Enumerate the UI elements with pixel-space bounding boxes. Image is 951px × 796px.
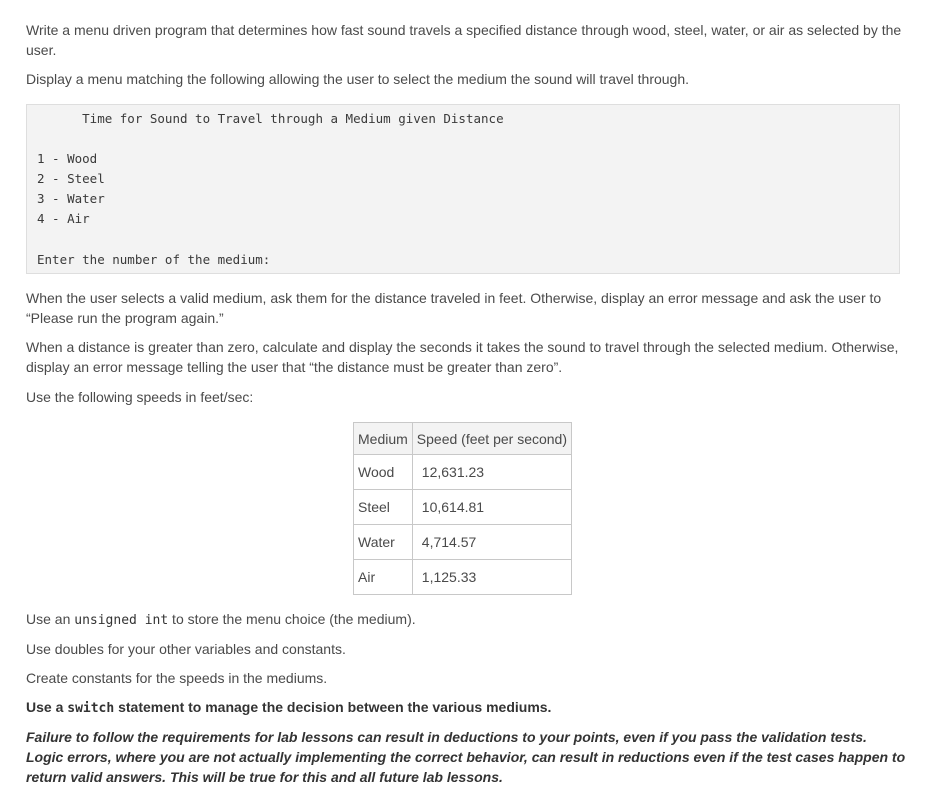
header-speed: Speed (feet per second)	[412, 423, 571, 455]
table-row	[354, 490, 572, 525]
display-instruction: Display a menu matching the following allowing the user to select the medium the sound will travel through.	[26, 71, 690, 87]
menu-prompt-line: Enter the number of the medium:	[37, 252, 271, 267]
medium-cell: Water	[354, 525, 413, 560]
table-header-row	[354, 423, 572, 455]
valid-medium-paragraph: When the user selects a valid medium, ask them for the distance traveled in feet. Otherwise, display an error message and ask the user to “Please run the program again.”	[26, 290, 882, 326]
switch-code: switch	[67, 701, 115, 716]
speed-cell: 4,714.57	[412, 525, 571, 560]
use-speeds-paragraph: Use the following speeds in feet/sec:	[26, 389, 254, 405]
table-row	[354, 525, 572, 560]
speed-cell: 1,125.33	[412, 560, 571, 595]
speed-table	[353, 422, 572, 595]
unsigned-paragraph	[26, 609, 906, 631]
speed-cell: 12,631.23	[412, 455, 571, 490]
doubles-paragraph: Use doubles for your other variables and constants.	[26, 641, 346, 657]
failure-warning: Failure to follow the requirements for lab lessons can result in deductions to your points, even if you pass the validation tests. Logic errors, where you are not actually implementing the correct behavior, can result in reductions even if the test cases happen to return valid answers. This will be true for this and all future lab lessons.	[26, 729, 906, 785]
table-row	[354, 455, 572, 490]
menu-option-wood: 1 - Wood	[37, 151, 98, 166]
menu-title-line: Time for Sound to Travel through a Medium given Distance	[37, 111, 504, 126]
unsigned-prefix: Use an	[26, 611, 75, 627]
intro-paragraph: Write a menu driven program that determines how fast sound travels a specified distance through wood, steel, water, or air as selected by the user.	[26, 22, 902, 58]
table-row	[354, 560, 572, 595]
menu-option-air: 4 - Air	[37, 211, 90, 226]
menu-option-steel: 2 - Steel	[37, 171, 105, 186]
switch-suffix: statement to manage the decision between the various mediums.	[114, 699, 552, 715]
unsigned-suffix: to store the menu choice (the medium).	[168, 611, 416, 627]
medium-cell: Air	[354, 560, 413, 595]
menu-option-water: 3 - Water	[37, 191, 105, 206]
unsigned-code: unsigned int	[74, 613, 169, 628]
menu-code-block	[26, 104, 900, 274]
header-medium: Medium	[354, 423, 413, 455]
distance-paragraph: When a distance is greater than zero, calculate and display the seconds it takes the sound to travel through the selected medium. Otherwise, display an error message telling the user that “the distance must be greater than zero”.	[26, 339, 899, 375]
switch-paragraph	[26, 697, 906, 719]
medium-cell: Steel	[354, 490, 413, 525]
switch-prefix: Use a	[26, 699, 68, 715]
constants-paragraph: Create constants for the speeds in the mediums.	[26, 670, 328, 686]
speed-cell: 10,614.81	[412, 490, 571, 525]
medium-cell: Wood	[354, 455, 413, 490]
